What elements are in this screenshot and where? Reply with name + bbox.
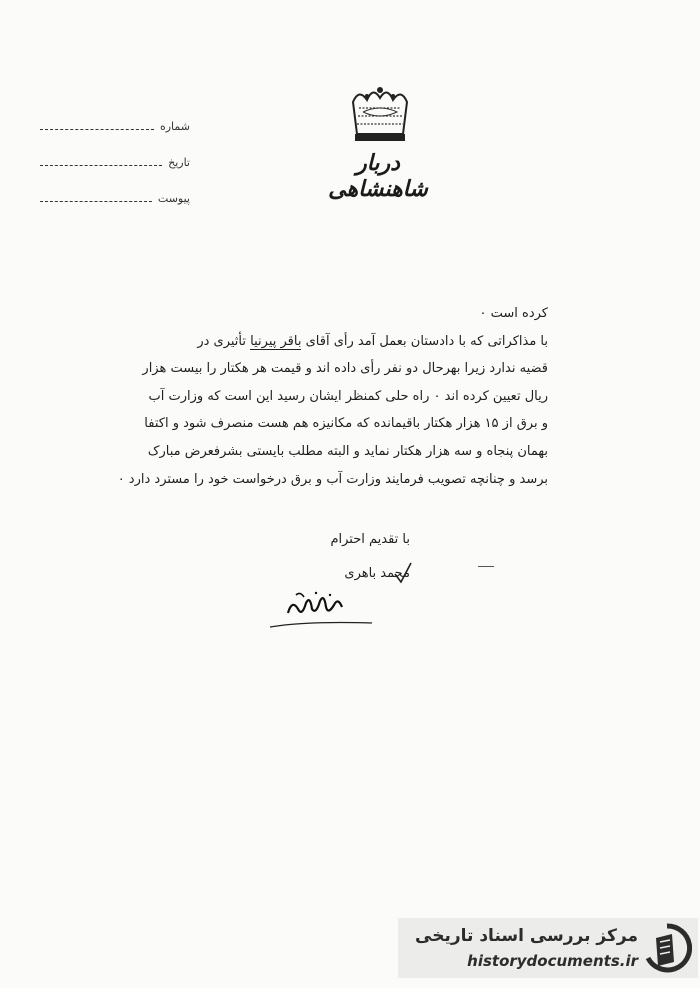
attachment-field [40,180,190,216]
check-mark-icon [392,560,414,586]
letter-meta-fields [40,108,190,216]
watermark-url: historydocuments.ir [467,952,638,970]
letter-line-part: تأثیری در [197,333,251,349]
number-line [40,129,154,130]
letter-line-part: با مذاکراتی که با دادستان بعمل آمد رأی آقای [301,333,548,349]
date-label: تاریخ [168,155,190,169]
letter-line: بهمان پنجاه و سه هزار هکتار نماید و البته مطلب بایستی بشرفعرض مبارک [147,443,548,459]
date-line [40,165,162,166]
closing-phrase: با تقدیم احترام [330,532,410,547]
dash-mark [478,566,494,567]
number-label: شماره [159,119,190,133]
crown-emblem-icon [345,84,415,146]
letter-line: ریال تعیین کرده اند ۰ راه حلی کمنظر ایشان رسید این است که وزارت آب [148,388,548,404]
court-title: دربار شاهنشاهی [328,150,428,202]
letter-body [108,300,548,493]
archive-watermark [398,918,698,978]
archive-logo-icon [642,922,692,974]
letter-salutation: کرده است ۰ [479,306,548,321]
number-field [40,108,190,144]
underlined-name: باقر پیرنیا [250,333,302,349]
letter-line: قضیه ندارد زیرا بهرحال دو نفر رأی داده اند و قیمت هر هکتار را بیست هزار [142,361,548,377]
letter-line: و برق از ۱۵ هزار هکتار باقیمانده که مکانیزه هم هست منصرف شود و اکتفا [144,416,548,432]
letter-line [108,328,548,356]
attachment-line [40,201,152,202]
attachment-label: پیوست [157,191,190,205]
signer-name: محمد باهری [344,566,410,581]
letter-line: برسد و چنانچه تصویب فرمایند وزارت آب و برق درخواست خود را مسترد دارد ۰ [117,471,548,487]
handwritten-signature [266,585,376,635]
watermark-title: مرکز بررسی اسناد تاریخی [415,926,638,946]
date-field [40,144,190,180]
